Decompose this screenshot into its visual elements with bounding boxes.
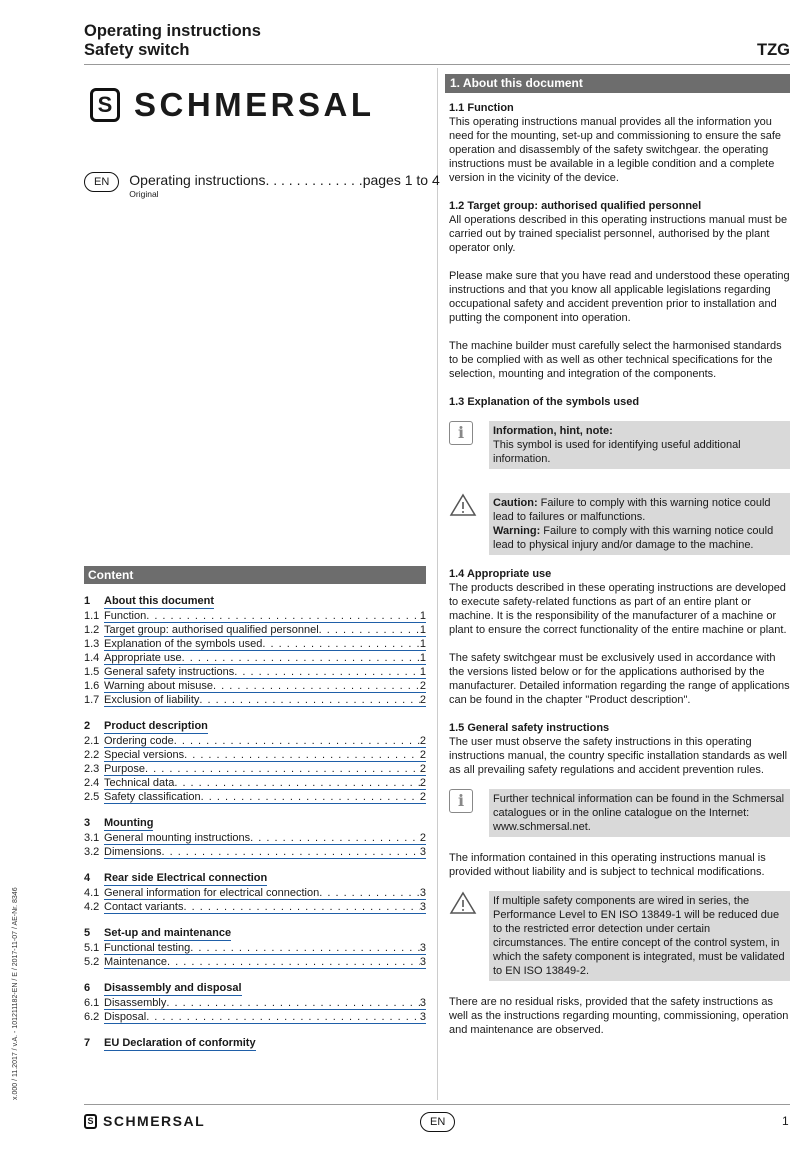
section-heading: 1. About this document — [445, 74, 790, 93]
toc-section-title[interactable]: EU Declaration of conformity — [104, 1037, 256, 1049]
toc-entry-page: 3 — [419, 942, 426, 954]
heading-safety-instructions: 1.5 General safety instructions — [449, 722, 610, 734]
toc-entry-number: 2.2 — [84, 749, 100, 761]
toc-section-number: 3 — [84, 817, 91, 829]
toc-entry-page: 1 — [419, 652, 426, 664]
info-note — [449, 421, 790, 469]
toc-entry-number: 2.4 — [84, 777, 100, 789]
toc-entry[interactable] — [84, 651, 426, 665]
toc-leader-dots — [146, 609, 420, 622]
toc-section-title[interactable]: Mounting — [104, 817, 154, 829]
toc-entry-link[interactable] — [104, 762, 426, 776]
toc-entry-label: Disposal — [104, 1011, 147, 1023]
side-reference-text: x.000 / 11.2017 / v.A. - 101211182-EN / E / 2017-11-07 / AE-Nr. 8346 — [12, 887, 19, 1100]
toc-entry[interactable] — [84, 665, 426, 679]
toc-entry-link[interactable] — [104, 665, 426, 679]
toc-entry-link[interactable] — [104, 1010, 426, 1024]
toc-entry[interactable] — [84, 955, 426, 969]
toc-entry-label: Technical data — [104, 777, 175, 789]
toc-leader-dots — [201, 790, 420, 803]
use-text-2: The safety switchgear must be exclusively used in accordance with the versions listed below or for the applications authorised by the manufacturer. Detailed information regarding the range of applications can be found in the chapter "Product description". — [449, 652, 790, 706]
toc-entry-link[interactable] — [104, 941, 426, 955]
warning-text: Failure to comply with this warning notice could lead to physical injury and/or damage to the machine. — [493, 525, 774, 551]
toc-entry-label: General mounting instructions — [104, 832, 251, 844]
heading-target-group: 1.2 Target group: authorised qualified personnel — [449, 200, 702, 212]
toc-leader-dots — [234, 665, 420, 678]
toc-entry-number: 1.1 — [84, 610, 100, 622]
schmersal-logo-icon: S — [84, 1114, 97, 1129]
toc-entry[interactable] — [84, 790, 426, 804]
toc-section-heading[interactable] — [84, 927, 426, 941]
toc-entry-page: 2 — [419, 763, 426, 775]
toc-leader-dots — [184, 748, 420, 761]
toc-entry-link[interactable] — [104, 748, 426, 762]
toc-entry-page: 1 — [419, 638, 426, 650]
toc-entry-number: 4.2 — [84, 901, 100, 913]
toc-entry-link[interactable] — [104, 651, 426, 665]
target-text-2: Please make sure that you have read and understood these operating instructions and that you know all applicable legislations regarding occupational safety and accident prevention prior to installation and putting the component into operation. — [449, 270, 790, 324]
toc-section-title[interactable]: Set-up and maintenance — [104, 927, 232, 939]
toc-entry-label: Functional testing — [104, 942, 191, 954]
toc-section-heading[interactable] — [84, 817, 426, 831]
toc-entry[interactable] — [84, 831, 426, 845]
target-text-3: The machine builder must carefully select the harmonised standards to be complied with as well as other technical specifications for the selection, mounting and integration of the components. — [449, 340, 782, 380]
caution-label: Caution: — [493, 497, 538, 509]
toc-section-heading[interactable] — [84, 595, 426, 609]
toc-entry[interactable] — [84, 762, 426, 776]
toc-entry-page: 3 — [419, 846, 426, 858]
toc-entry-number: 5.2 — [84, 956, 100, 968]
toc-section-number: 4 — [84, 872, 91, 884]
toc-entry-number: 1.3 — [84, 638, 100, 650]
toc-leader-dots — [262, 637, 420, 650]
footer-language-badge: EN — [420, 1112, 455, 1132]
toc-entry[interactable] — [84, 996, 426, 1010]
toc-section-title[interactable]: Rear side Electrical connection — [104, 872, 268, 884]
toc-entry-link[interactable] — [104, 831, 426, 845]
warning-triangle-icon — [449, 891, 477, 915]
toc-entry[interactable] — [84, 1010, 426, 1024]
toc-entry-page: 3 — [419, 901, 426, 913]
title-line-2: Safety switch — [84, 41, 190, 59]
toc-entry-page: 3 — [419, 1011, 426, 1023]
language-label: Operating instructions. . . . . . . . . . . . .pages 1 to 4 — [129, 172, 440, 188]
toc-entry-label: Function — [104, 610, 147, 622]
toc-entry-label: Exclusion of liability — [104, 694, 200, 706]
toc-entry-page: 3 — [419, 887, 426, 899]
title-line-1: Operating instructions — [84, 22, 261, 40]
language-badge: EN — [84, 172, 119, 192]
safety-text-3: There are no residual risks, provided that the safety instructions as well as the instructions regarding mounting, commissioning, operation and maintenance are observed. — [449, 996, 789, 1036]
toc-entry-link[interactable] — [104, 623, 426, 637]
toc-entry-page: 2 — [419, 777, 426, 789]
toc-leader-dots — [190, 941, 420, 954]
brand-logo — [90, 86, 375, 124]
toc-entry-label: General information for electrical connection — [104, 887, 320, 899]
toc-entry-link[interactable] — [104, 679, 426, 693]
toc-section-title[interactable]: About this document — [104, 595, 214, 607]
document-title — [84, 22, 261, 60]
safety-text-2: The information contained in this operating instructions manual is provided without liability and is subject to technical modifications. — [449, 852, 766, 878]
toc-entry-link[interactable] — [104, 955, 426, 969]
toc-section-heading[interactable] — [84, 982, 426, 996]
schmersal-logo-icon: S — [90, 88, 120, 122]
toc-entry-page: 2 — [419, 832, 426, 844]
caution-text: Failure to comply with this warning notice could lead to failures or malfunctions. — [493, 497, 771, 523]
toc-leader-dots — [319, 623, 420, 636]
warning-triangle-icon — [449, 493, 477, 517]
toc-leader-dots — [213, 679, 420, 692]
toc-leader-dots — [174, 734, 420, 747]
toc-entry[interactable] — [84, 637, 426, 651]
toc-section-number: 1 — [84, 595, 91, 607]
toc-entry-number: 1.7 — [84, 694, 100, 706]
toc-leader-dots — [145, 762, 420, 775]
toc-section-number: 7 — [84, 1037, 91, 1049]
toc-entry-number: 3.2 — [84, 846, 100, 858]
toc-entry-number: 1.6 — [84, 680, 100, 692]
toc-leader-dots — [174, 776, 420, 789]
toc-entry-label: Contact variants — [104, 901, 184, 913]
toc-entry[interactable] — [84, 900, 426, 914]
toc-entry-link[interactable] — [104, 609, 426, 623]
toc-leader-dots — [166, 996, 420, 1009]
toc-entry-page: 2 — [419, 791, 426, 803]
toc-section-heading[interactable] — [84, 872, 426, 886]
about-this-document — [449, 74, 790, 1037]
toc-entry-page: 2 — [419, 680, 426, 692]
toc-entry-page: 1 — [419, 666, 426, 678]
toc-entry-number: 1.5 — [84, 666, 100, 678]
toc-leader-dots — [146, 1010, 420, 1023]
toc-entry[interactable] — [84, 623, 426, 637]
info-title: Information, hint, note: — [493, 425, 613, 437]
toc-entry-number: 1.2 — [84, 624, 100, 636]
toc-leader-dots — [199, 693, 420, 706]
toc-entry[interactable] — [84, 941, 426, 955]
info-note-catalogue — [449, 789, 790, 837]
footer-rule — [84, 1104, 790, 1105]
toc-entry-label: Disassembly — [104, 997, 167, 1009]
toc-entry-label: Warning about misuse — [104, 680, 214, 692]
toc-entry[interactable] — [84, 693, 426, 707]
toc-entry-page: 1 — [419, 610, 426, 622]
product-code: TZG — [757, 41, 790, 59]
toc-entry-link[interactable] — [104, 996, 426, 1010]
toc-entry-label: Target group: authorised qualified personnel — [104, 624, 319, 636]
toc-entry-label: Maintenance — [104, 956, 167, 968]
toc-entry-link[interactable] — [104, 693, 426, 707]
table-of-contents — [84, 595, 426, 1051]
toc-entry-number: 4.1 — [84, 887, 100, 899]
toc-entry[interactable] — [84, 609, 426, 623]
performance-warning-note — [449, 891, 790, 981]
heading-function: 1.1 Function — [449, 102, 514, 114]
toc-entry[interactable] — [84, 886, 426, 900]
language-sub: Original — [129, 189, 159, 199]
toc-entry[interactable] — [84, 679, 426, 693]
toc-leader-dots — [167, 955, 420, 968]
safety-text-1: The user must observe the safety instructions in this operating instructions manual, the country specific installation standards as well as all prevailing safety regulations and accident prevention rules. — [449, 736, 788, 776]
toc-leader-dots — [183, 900, 419, 913]
toc-leader-dots — [319, 886, 420, 899]
info-icon: i — [449, 789, 473, 813]
footer-brand-name: SCHMERSAL — [103, 1113, 206, 1129]
toc-section-number: 6 — [84, 982, 91, 994]
toc-section-number: 5 — [84, 927, 91, 939]
toc-entry-number: 6.1 — [84, 997, 100, 1009]
toc-entry[interactable] — [84, 734, 426, 748]
toc-entry-label: Dimensions — [104, 846, 162, 858]
toc-entry-link[interactable] — [104, 790, 426, 804]
toc-entry-link[interactable] — [104, 776, 426, 790]
toc-entry-number: 2.5 — [84, 791, 100, 803]
toc-entry-label: General safety instructions — [104, 666, 235, 678]
toc-section-number: 2 — [84, 720, 91, 732]
toc-entry-label: Safety classification — [104, 791, 201, 803]
warning-label: Warning: — [493, 525, 541, 537]
toc-entry-number: 2.1 — [84, 735, 100, 747]
toc-entry[interactable] — [84, 748, 426, 762]
toc-entry-label: Explanation of the symbols used — [104, 638, 263, 650]
info-icon: i — [449, 421, 473, 445]
page-number: 1 — [782, 1114, 789, 1128]
toc-entry-page: 2 — [419, 749, 426, 761]
brand-name: SCHMERSAL — [134, 86, 375, 123]
target-text-1: All operations described in this operating instructions manual must be carried out by trained specialist personnel, authorised by the plant operator only. — [449, 214, 788, 254]
column-divider — [437, 68, 438, 1100]
heading-appropriate-use: 1.4 Appropriate use — [449, 568, 552, 580]
heading-symbols: 1.3 Explanation of the symbols used — [449, 396, 640, 408]
toc-leader-dots — [250, 831, 420, 844]
toc-entry[interactable] — [84, 776, 426, 790]
toc-entry-number: 5.1 — [84, 942, 100, 954]
toc-entry-number: 6.2 — [84, 1011, 100, 1023]
toc-section-heading[interactable] — [84, 1037, 426, 1051]
use-text-1: The products described in these operating instructions are developed to execute safety-related functions as part of an entire plant or machine. It is the responsibility of the manufacturer of a machine or plant to ensure the correct functionality of the entire machine or plant. — [449, 582, 787, 636]
toc-entry-number: 2.3 — [84, 763, 100, 775]
caution-note — [449, 493, 790, 555]
toc-entry-number: 3.1 — [84, 832, 100, 844]
toc-entry-page: 3 — [419, 956, 426, 968]
toc-entry-link[interactable] — [104, 886, 426, 900]
toc-entry-page: 3 — [419, 997, 426, 1009]
toc-leader-dots — [182, 651, 420, 664]
info-text: This symbol is used for identifying useful additional information. — [493, 439, 741, 465]
toc-entry-page: 2 — [419, 694, 426, 706]
content-heading: Content — [84, 566, 426, 584]
language-row — [84, 172, 440, 199]
toc-section-title[interactable]: Product description — [104, 720, 208, 732]
toc-entry-page: 1 — [419, 624, 426, 636]
toc-entry-link[interactable] — [104, 900, 426, 914]
toc-entry-link[interactable] — [104, 845, 426, 859]
toc-entry-label: Special versions — [104, 749, 185, 761]
toc-entry-link[interactable] — [104, 637, 426, 651]
footer-logo — [84, 1113, 205, 1129]
function-text: This operating instructions manual provides all the information you need for the mounting, set-up and commissioning to ensure the safe operation and disassembly of the safety switchgear. the operating instructions must be available in a legible condition and a complete version in the vicinity of the device. — [449, 116, 782, 184]
toc-entry-label: Purpose — [104, 763, 145, 775]
performance-warning-text: If multiple safety components are wired in series, the Performance Level to EN ISO 13849-1 will be reduced due to the restricted error detection under certain circumstances. The entire concept of the control system, in which the safety component is integrated, must be validated to EN ISO 13849-2. — [489, 891, 790, 981]
toc-entry-page: 2 — [419, 735, 426, 747]
toc-section-title[interactable]: Disassembly and disposal — [104, 982, 242, 994]
catalogue-info-text: Further technical information can be found in the Schmersal catalogues or in the online catalogue on the Internet: www.schmersal.net. — [489, 789, 790, 837]
toc-entry-link[interactable] — [104, 734, 426, 748]
toc-leader-dots — [161, 845, 419, 858]
toc-entry-label: Appropriate use — [104, 652, 182, 664]
header-rule — [84, 64, 790, 65]
toc-entry-label: Ordering code — [104, 735, 174, 747]
toc-section-heading[interactable] — [84, 720, 426, 734]
toc-entry[interactable] — [84, 845, 426, 859]
toc-entry-number: 1.4 — [84, 652, 100, 664]
